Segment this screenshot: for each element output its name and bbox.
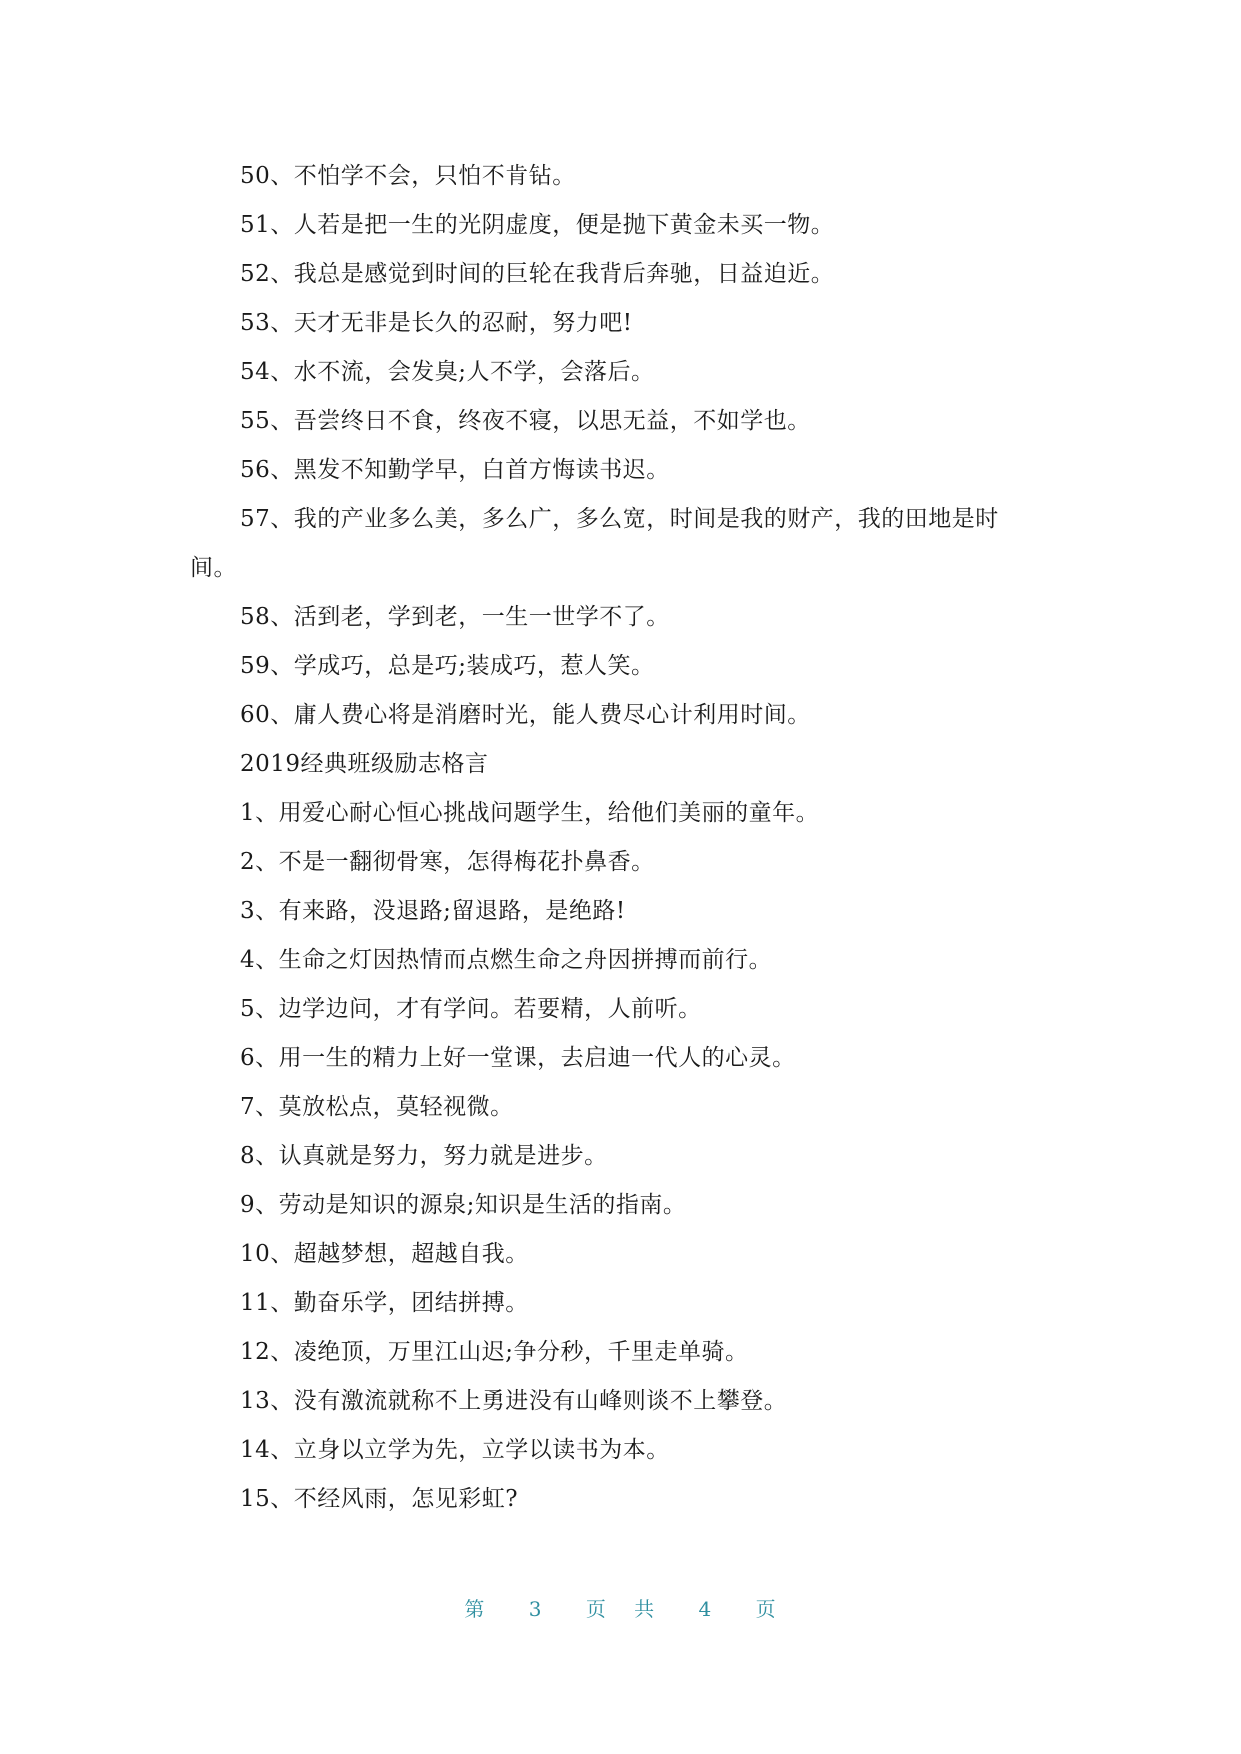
text-line: 9、劳动是知识的源泉;知识是生活的指南。 (240, 1192, 687, 1218)
page-footer (0, 1593, 1241, 1622)
text-line: 53、天才无非是长久的忍耐，努力吧! (240, 310, 633, 336)
text-line: 54、水不流，会发臭;人不学，会落后。 (240, 359, 655, 385)
text-line: 55、吾尝终日不食，终夜不寝，以思无益，不如学也。 (240, 408, 811, 434)
footer-suffix: 页 (755, 1597, 777, 1621)
text-line: 14、立身以立学为先，立学以读书为本。 (240, 1437, 670, 1463)
text-line: 50、不怕学不会，只怕不肯钻。 (240, 163, 576, 189)
footer-prefix: 第 (464, 1597, 486, 1621)
text-line: 56、黑发不知勤学早，白首方悔读书迟。 (240, 457, 670, 483)
text-line: 12、凌绝顶，万里江山迟;争分秒，千里走单骑。 (240, 1339, 749, 1365)
text-line: 8、认真就是努力，努力就是进步。 (240, 1143, 608, 1169)
text-line: 11、勤奋乐学，团结拼搏。 (240, 1290, 529, 1316)
text-line: 59、学成巧，总是巧;装成巧，惹人笑。 (240, 653, 655, 679)
text-line: 52、我总是感觉到时间的巨轮在我背后奔驰，日益迫近。 (240, 261, 835, 287)
text-line: 1、用爱心耐心恒心挑战问题学生，给他们美丽的童年。 (240, 800, 820, 826)
footer-middle: 页 共 (585, 1597, 656, 1621)
text-line: 2、不是一翻彻骨寒，怎得梅花扑鼻香。 (240, 849, 655, 875)
text-line: 7、莫放松点，莫轻视微。 (240, 1094, 514, 1120)
text-line: 15、不经风雨，怎见彩虹? (240, 1486, 519, 1512)
text-line: 4、生命之灯因热情而点燃生命之舟因拼搏而前行。 (240, 947, 773, 973)
text-line: 57、我的产业多么美，多么广，多么宽，时间是我的财产，我的田地是时 (240, 506, 999, 532)
section-heading: 2019经典班级励志格言 (240, 751, 489, 777)
text-line: 6、用一生的精力上好一堂课，去启迪一代人的心灵。 (240, 1045, 796, 1071)
total-page-number: 4 (698, 1597, 713, 1621)
document-body (190, 152, 1050, 1524)
text-line: 10、超越梦想，超越自我。 (240, 1241, 529, 1267)
text-line-continuation: 间。 (190, 555, 237, 581)
text-line: 51、人若是把一生的光阴虚度，便是抛下黄金未买一物。 (240, 212, 835, 238)
current-page-number: 3 (528, 1597, 543, 1621)
text-line: 60、庸人费心将是消磨时光，能人费尽心计利用时间。 (240, 702, 811, 728)
text-line: 58、活到老，学到老，一生一世学不了。 (240, 604, 670, 630)
text-line: 13、没有激流就称不上勇进没有山峰则谈不上攀登。 (240, 1388, 788, 1414)
text-line: 3、有来路，没退路;留退路，是绝路! (240, 898, 626, 924)
text-line: 5、边学边问，才有学问。若要精，人前听。 (240, 996, 702, 1022)
